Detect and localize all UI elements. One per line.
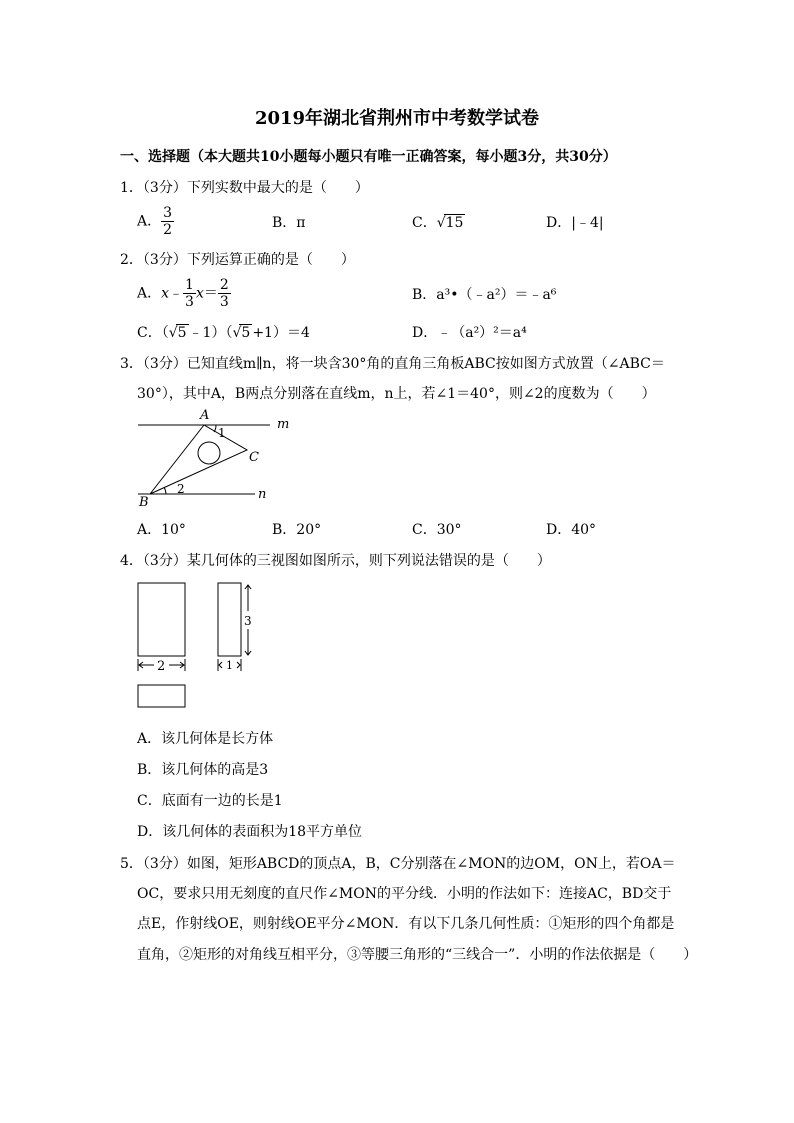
triangle-abc: [150, 425, 247, 494]
q2-c-mid: ﹣1）（: [188, 325, 233, 341]
q2-a-label: A．: [137, 285, 162, 302]
q1-a-label: A．: [137, 213, 162, 230]
q5-line3: 点E，作射线OE，则射线OE平分∠MON．有以下几条几何性质：①矩形的四个角都是: [137, 916, 675, 932]
q4-stem: 4．（3分）某几何体的三视图如图所示，则下列说法错误的是（ ）: [120, 553, 551, 569]
q1-option-a: [137, 205, 174, 238]
label-b: B: [139, 495, 149, 510]
q2-a-var2: x: [195, 285, 204, 302]
q2-option-a: [137, 277, 231, 310]
q4-option-a: A．该几何体是长方体: [137, 731, 274, 747]
q2-option-c: [137, 322, 310, 342]
sqrt-icon: √: [232, 325, 242, 341]
q2-option-b: B．a³•（﹣a²）＝﹣a⁶: [412, 287, 557, 303]
label-c: C: [249, 450, 259, 465]
q3-option-b: B．20°: [272, 522, 322, 538]
front-dim-label: 2: [157, 659, 166, 674]
side-width-label: 1: [226, 659, 233, 672]
label-m: m: [277, 417, 290, 432]
label-angle1: 1: [218, 426, 226, 440]
label-angle2: 2: [177, 482, 185, 496]
q3-line2: 30°），其中A，B两点分别落在直线m，n上，若∠1＝40°，则∠2的度数为（ ）: [137, 386, 656, 402]
angle1-arc: [214, 425, 216, 432]
q2-c-radicand2: 5: [241, 325, 251, 341]
q2-stem: 2．（3分）下列运算正确的是（ ）: [120, 252, 355, 268]
q1-c-label: C．: [412, 215, 437, 231]
q3-option-c: C．30°: [412, 522, 462, 538]
q1-option-c: [412, 212, 465, 232]
label-n: n: [258, 487, 267, 502]
q3-figure: [130, 405, 300, 510]
sqrt-icon: √: [168, 325, 178, 341]
q3-option-d: D．40°: [546, 522, 597, 538]
q2-a-fraction: [183, 277, 196, 310]
q2-a-denominator: 3: [185, 294, 194, 310]
top-view: [138, 685, 185, 707]
page-title: 2019年湖北省荆州市中考数学试卷: [254, 108, 540, 129]
arrow-left-icon: [219, 662, 222, 668]
section-heading: 一、选择题（本大题共10小题每小题只有唯一正确答案，每小题3分，共30分）: [120, 149, 617, 165]
q4-three-views: [130, 575, 270, 715]
triangle-hole: [198, 442, 220, 464]
q1-option-d: D．|﹣4|: [546, 215, 604, 231]
q1-a-numerator: 3: [163, 205, 173, 221]
q5-line4: 直角，②矩形的对角线互相平分，③等腰三角形的“三线合一”．小明的作法依据是（ ）: [137, 947, 698, 963]
q2-a-equals: ＝: [203, 285, 218, 302]
q2-a-numerator: 1: [185, 277, 194, 293]
q2-c-radicand1: 5: [177, 325, 187, 341]
q2-a-result-fraction: [218, 277, 231, 310]
q1-a-denominator: 2: [163, 222, 173, 238]
q5-line1: 5．（3分）如图，矩形ABCD的顶点A，B，C分别落在∠MON的边OM，ON上，若OA＝: [120, 856, 676, 872]
arrow-right-icon: [237, 662, 240, 668]
side-view: [218, 583, 241, 656]
q1-c-radicand: 15: [445, 215, 464, 231]
q4-option-d: D．该几何体的表面积为18平方单位: [137, 824, 363, 840]
q2-option-d: D．﹣（a²）²＝a⁴: [412, 325, 527, 341]
side-height-label: 3: [244, 614, 252, 628]
front-view: [138, 583, 185, 656]
q2-c-pre: C．（: [137, 325, 169, 341]
q2-c-post: +1）＝4: [252, 325, 310, 341]
q4-option-b: B．该几何体的高是3: [137, 762, 269, 778]
q1-a-fraction: [161, 205, 174, 238]
label-a: A: [200, 408, 210, 423]
q1-stem: 1．（3分）下列实数中最大的是（ ）: [120, 180, 369, 196]
angle2-arc: [164, 487, 166, 494]
q3-line1: 3．（3分）已知直线m∥n，将一块含30°角的直角三角板ABC按如图方式放置（∠ABC＝: [120, 356, 665, 372]
q2-a-minus: ﹣: [169, 285, 184, 302]
q1-option-b: B．π: [272, 215, 306, 231]
q5-line2: OC，要求只用无刻度的直尺作∠MON的平分线．小明的作法如下：连接AC，BD交于: [137, 886, 672, 902]
q2-a-result-denominator: 3: [219, 294, 229, 310]
sqrt-icon: √: [436, 215, 446, 231]
q2-a-result-numerator: 2: [219, 277, 229, 293]
q3-option-a: A．10°: [137, 522, 186, 538]
q2-a-var: x: [161, 285, 170, 302]
q4-option-c: C．底面有一边的长是1: [137, 793, 283, 809]
